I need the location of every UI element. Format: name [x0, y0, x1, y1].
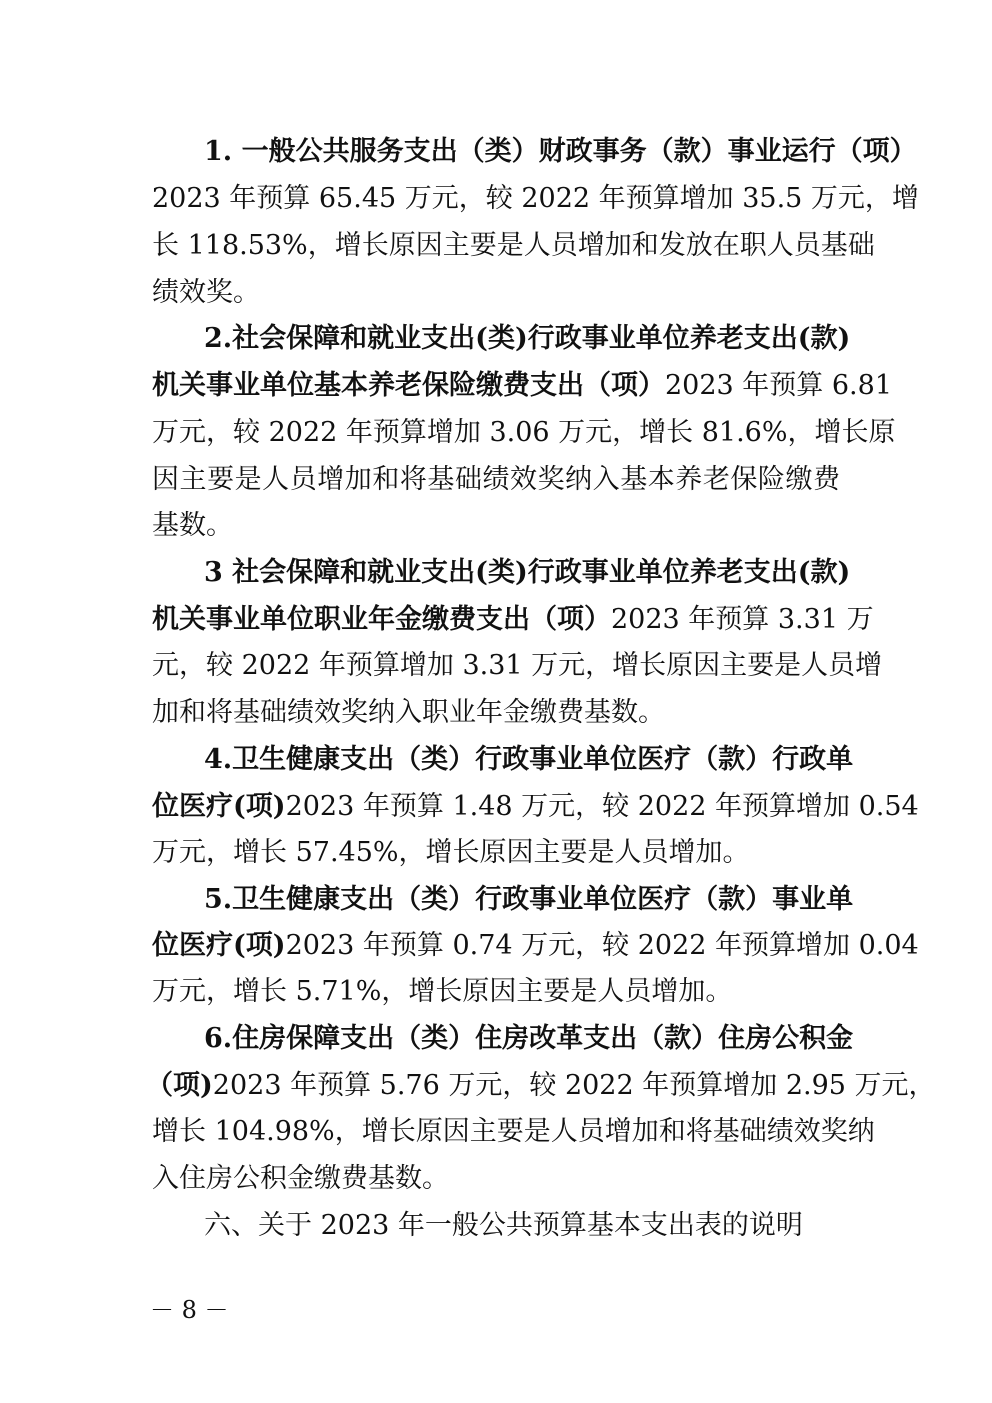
paragraph-2-line-2: [152, 370, 892, 401]
paragraph-3-line-4: [152, 699, 840, 726]
paragraph-1-line-3: [152, 230, 875, 261]
text: 长 118.53%，增长原因主要是人员增加和发放在职人员基础: [152, 230, 875, 261]
paragraph-2-line-5: [152, 512, 840, 539]
text: 元，较 2022 年预算增加 3.31 万元，增长原因主要是人员增: [152, 650, 883, 681]
text: 2023 年预算 3.31 万: [611, 604, 874, 635]
text: 加和将基础绩效奖纳入职业年金缴费基数。: [152, 697, 665, 728]
bold-text: 位医疗(项): [152, 930, 286, 961]
section-heading: 六、关于 2023 年一般公共预算基本支出表的说明: [204, 1210, 803, 1241]
text: 万元，增长 57.45%，增长原因主要是人员增加。: [152, 837, 750, 868]
paragraph-4-line-3: [152, 839, 840, 866]
paragraph-5-line-2: [152, 930, 919, 961]
bold-text: 4.卫生健康支出（类）行政事业单位医疗（款）行政单: [204, 744, 854, 775]
paragraph-2-line-4: [152, 466, 840, 493]
paragraph-6-line-3: [152, 1116, 875, 1147]
text: 绩效奖。: [152, 277, 260, 308]
paragraph-3-line-3: [152, 650, 883, 681]
paragraph-1-line-2: [152, 183, 919, 214]
page-number: － 8 －: [150, 1296, 229, 1324]
paragraph-2-line-3: [152, 417, 896, 448]
bold-text: （项): [146, 1070, 213, 1101]
text: 2023 年预算 5.76 万元，较 2022 年预算增加 2.95 万元，: [212, 1070, 936, 1101]
paragraph-3-line-2: [152, 604, 874, 635]
text: 基数。: [152, 510, 233, 541]
bold-text: 5.卫生健康支出（类）行政事业单位医疗（款）事业单: [204, 884, 854, 915]
text: 万元，增长 5.71%，增长原因主要是人员增加。: [152, 976, 733, 1007]
paragraph-6-line-2: [146, 1070, 936, 1101]
paragraph-3-line-1: [204, 557, 851, 588]
bold-text: 机关事业单位基本养老保险缴费支出（项）: [152, 370, 665, 401]
text: 入住房公积金缴费基数。: [152, 1163, 449, 1194]
paragraph-5-line-1: [204, 884, 854, 915]
text: 2023 年预算 65.45 万元，较 2022 年预算增加 35.5 万元，增: [152, 183, 919, 214]
paragraph-1-line-4: [152, 279, 840, 306]
text: 2023 年预算 6.81: [665, 370, 892, 401]
paragraph-5-line-3: [152, 978, 840, 1005]
text: 因主要是人员增加和将基础绩效奖纳入基本养老保险缴费: [152, 464, 840, 495]
paragraph-2-line-1: [204, 323, 851, 354]
paragraph-6-line-4: [152, 1165, 840, 1192]
text: 2023 年预算 1.48 万元，较 2022 年预算增加 0.54: [285, 791, 919, 822]
text: 万元，较 2022 年预算增加 3.06 万元，增长 81.6%，增长原: [152, 417, 896, 448]
bold-text: 2.社会保障和就业支出(类)行政事业单位养老支出(款): [204, 323, 851, 354]
paragraph-6-line-1: [204, 1023, 854, 1054]
bold-text: 6.住房保障支出（类）住房改革支出（款）住房公积金: [204, 1023, 854, 1054]
text: 2023 年预算 0.74 万元，较 2022 年预算增加 0.04: [285, 930, 919, 961]
paragraph-1-line-1: [204, 136, 917, 167]
bold-text: 3 社会保障和就业支出(类)行政事业单位养老支出(款): [204, 557, 851, 588]
bold-text: 位医疗(项): [152, 791, 286, 822]
paragraph-4-line-1: [204, 744, 854, 775]
paragraph-4-line-2: [152, 791, 919, 822]
text: 增长 104.98%，增长原因主要是人员增加和将基础绩效奖纳: [152, 1116, 875, 1147]
bold-text: 1. 一般公共服务支出（类）财政事务（款）事业运行（项）: [204, 136, 917, 167]
bold-text: 机关事业单位职业年金缴费支出（项）: [152, 604, 611, 635]
